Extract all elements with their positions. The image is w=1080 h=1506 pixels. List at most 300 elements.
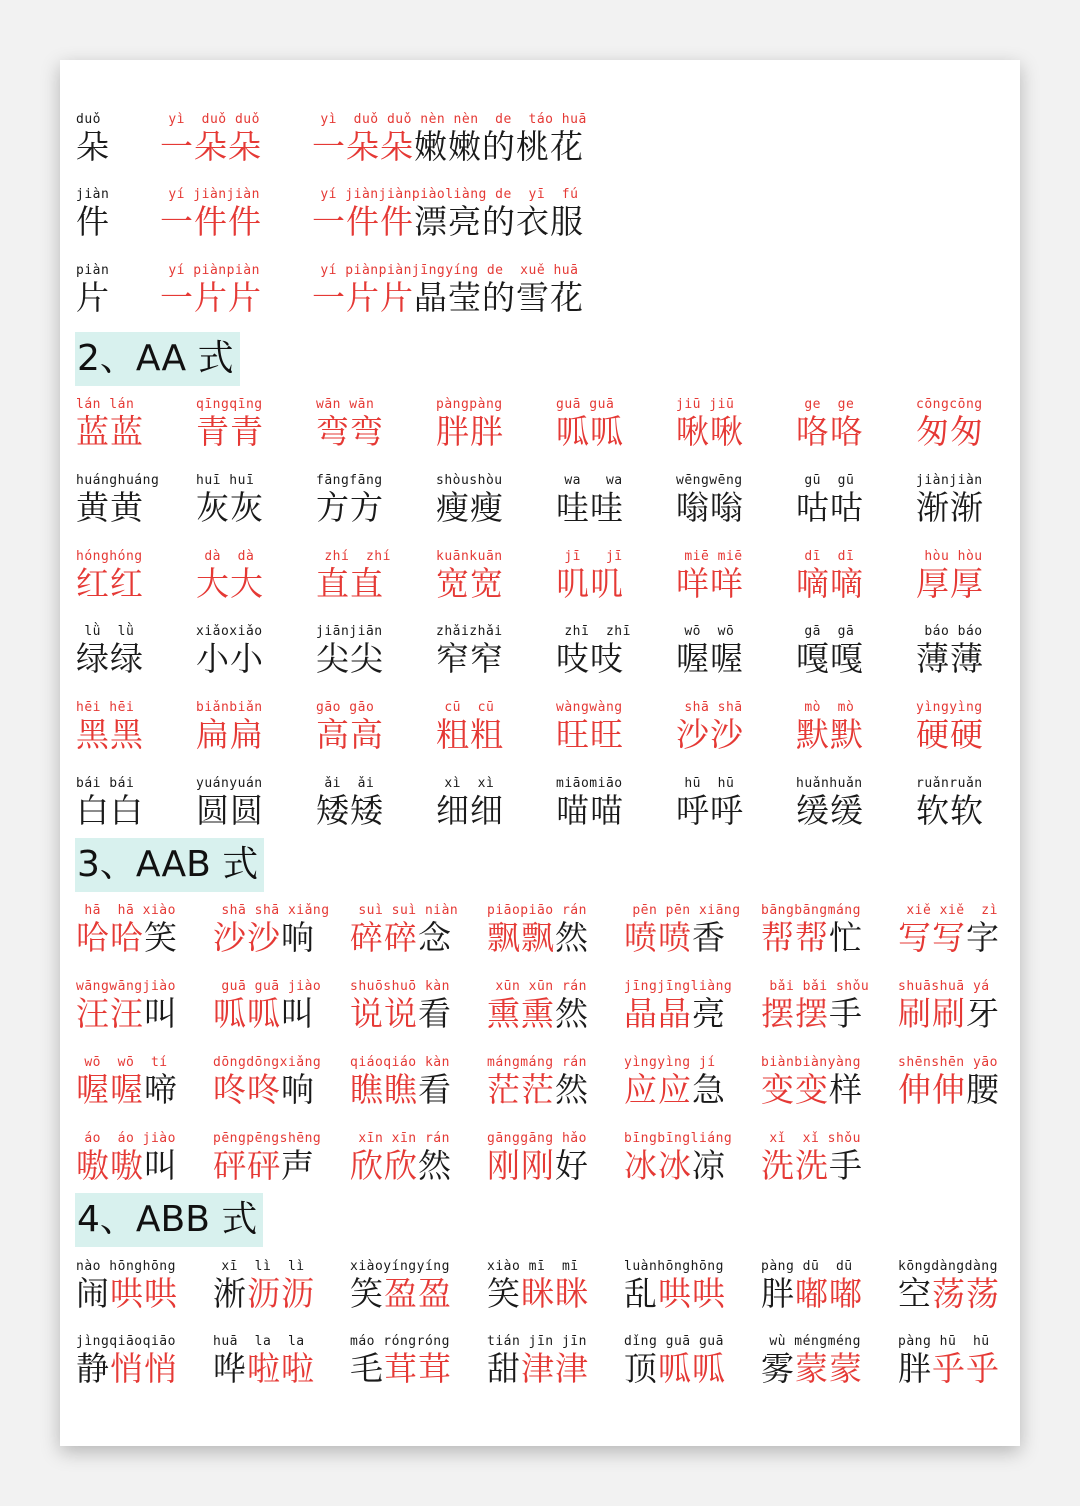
reduplicated-chars: 砰砰 [213,1146,281,1185]
pinyin: huǎnhuǎn [796,776,863,791]
base-chars: 雾 [761,1349,795,1388]
pinyin: báo báo [916,624,983,639]
base-chars: 样 [829,1070,863,1109]
hanzi-word [76,489,159,527]
base-chars: 片 [76,278,110,317]
hanzi-word [487,919,589,957]
word-entry [213,1131,321,1185]
word-entry [898,1259,1000,1313]
pinyin: miāomiāo [556,776,623,791]
word-entry [76,624,144,678]
reduplicated-chars: 呱呱 [556,412,624,451]
pinyin: kuānkuān [436,549,503,564]
base-chars: 顶 [624,1349,658,1388]
hanzi-word [761,1147,863,1185]
hanzi-word [213,1147,321,1185]
reduplicated-chars: 茸茸 [384,1349,452,1388]
reduplicated-chars: 应应 [624,1070,692,1109]
word-entry [487,1055,589,1109]
hanzi-word [213,1350,315,1388]
hanzi-word [796,640,864,678]
pinyin: pēngpēngshēng [213,1131,322,1146]
reduplicated-chars: 一朵朵 [312,127,414,166]
reduplicated-chars: 碎碎 [350,918,418,957]
word-entry [436,397,504,451]
pinyin: wàngwàng [556,700,623,715]
word-entry [556,473,624,527]
hanzi-word [196,413,264,451]
reduplicated-chars: 一件件 [160,202,262,241]
hanzi-word [676,565,744,603]
pinyin: pàngpàng [436,397,503,412]
word-entry [676,549,744,603]
word-entry [796,700,864,754]
reduplicated-chars: 青青 [196,412,264,451]
hanzi-word [76,995,178,1033]
word-entry [487,1259,589,1313]
reduplicated-chars: 沙沙 [213,918,281,957]
reduplicated-chars: 刚刚 [487,1146,555,1185]
hanzi-word [898,1350,1000,1388]
hanzi-word [761,1275,863,1313]
reduplicated-chars: 蓝蓝 [76,412,144,451]
hanzi-word [160,128,262,166]
pinyin: bāngbāngmáng [761,903,861,918]
reduplicated-chars: 呱呱 [213,994,281,1033]
pinyin: nào hōnghōng [76,1259,176,1274]
hanzi-word [436,565,504,603]
base-chars: 喔喔 [676,639,744,678]
base-chars: 胖 [761,1274,795,1313]
base-chars: 软软 [916,791,984,830]
hanzi-word [916,792,984,830]
base-chars: 笑 [350,1274,384,1313]
reduplicated-chars: 冰冰 [624,1146,692,1185]
pinyin: jiū jiū [676,397,735,412]
hanzi-word [487,1275,589,1313]
word-entry [160,187,262,241]
pinyin: gānggāng hǎo [487,1131,587,1146]
hanzi-word [761,919,863,957]
pinyin: cū cū [436,700,495,715]
pinyin: guā guā jiào [213,979,322,994]
word-entry [350,1055,452,1109]
reduplicated-chars: 欣欣 [350,1146,418,1185]
word-entry [556,624,631,678]
base-chars: 朵 [76,127,110,166]
word-entry [898,1334,1000,1388]
base-chars: 件 [76,202,110,241]
pinyin: hū hū [676,776,735,791]
base-chars: 笑 [487,1274,521,1313]
pinyin: hòu hòu [916,549,983,564]
word-entry [76,776,144,830]
base-chars: 啼 [144,1070,178,1109]
base-chars: 喵喵 [556,791,624,830]
pinyin: xiào mī mī [487,1259,579,1274]
hanzi-word [676,792,744,830]
hanzi-word [916,716,984,754]
word-entry [76,1131,178,1185]
hanzi-word [196,792,264,830]
word-entry [213,903,330,957]
base-chars: 白白 [76,791,144,830]
reduplicated-chars: 一件件 [312,202,414,241]
pinyin: jiànjiàn [916,473,983,488]
hanzi-word [76,203,110,241]
hanzi-word [487,1147,589,1185]
hanzi-word [312,279,584,317]
base-chars: 嫩嫩的桃花 [414,127,584,166]
pinyin: lǜ lǜ [76,624,135,639]
reduplicated-chars: 一片片 [312,278,414,317]
hanzi-word [436,716,504,754]
word-entry [436,473,504,527]
pinyin: piāopiāo rán [487,903,587,918]
reduplicated-chars: 喔喔 [76,1070,144,1109]
reduplicated-chars: 胖胖 [436,412,504,451]
pinyin: qiáoqiáo kàn [350,1055,450,1070]
hanzi-word [761,1350,863,1388]
word-entry [676,700,744,754]
hanzi-word [76,792,144,830]
hanzi-word [676,640,744,678]
hanzi-word [624,1275,726,1313]
pinyin: biǎnbiǎn [196,700,263,715]
hanzi-word [316,792,384,830]
pinyin: shā shā xiǎng [213,903,330,918]
hanzi-word [556,413,624,451]
reduplicated-chars: 伸伸 [898,1070,966,1109]
hanzi-word [160,279,262,317]
pinyin: xiàoyíngyíng [350,1259,450,1274]
pinyin: pēn pēn xiāng [624,903,741,918]
pinyin: xǐ xǐ shǒu [761,1131,861,1146]
reduplicated-chars: 喷喷 [624,918,692,957]
pinyin: wa wa [556,473,623,488]
pinyin: jī jī [556,549,623,564]
reduplicated-chars: 咩咩 [676,564,744,603]
reduplicated-chars: 洗洗 [761,1146,829,1185]
word-entry [350,903,458,957]
base-chars: 黄黄 [76,488,144,527]
word-entry [76,263,110,317]
hanzi-word [350,1147,452,1185]
hanzi-word [196,489,264,527]
base-chars: 瘦瘦 [436,488,504,527]
reduplicated-chars: 帮帮 [761,918,829,957]
hanzi-word [316,413,384,451]
pinyin: yí piànpiàn [160,263,260,278]
reduplicated-chars: 蒙蒙 [795,1349,863,1388]
word-entry [624,903,741,957]
word-entry [556,549,624,603]
hanzi-word [213,1071,321,1109]
pinyin: hā hā xiào [76,903,176,918]
hanzi-word [76,1147,178,1185]
hanzi-word [761,995,869,1033]
hanzi-word [196,640,264,678]
pinyin: lán lán [76,397,135,412]
hanzi-word [316,489,384,527]
pinyin: suì suì niàn [350,903,459,918]
base-chars: 笑 [144,918,178,957]
word-entry [76,397,144,451]
base-chars: 念 [418,918,452,957]
reduplicated-chars: 写写 [898,918,966,957]
base-chars: 甜 [487,1349,521,1388]
word-entry [556,776,624,830]
base-chars: 看 [418,994,452,1033]
base-chars: 腰 [966,1070,1000,1109]
word-entry [213,979,321,1033]
hanzi-word [436,489,504,527]
hanzi-word [316,565,391,603]
word-entry [76,473,159,527]
hanzi-word [898,995,1000,1033]
hanzi-word [76,640,144,678]
hanzi-word [436,640,504,678]
pinyin: fāngfāng [316,473,383,488]
word-entry [316,473,384,527]
base-chars: 然 [418,1146,452,1185]
word-entry [160,263,262,317]
base-chars: 香 [692,918,726,957]
base-chars: 空 [898,1274,932,1313]
base-chars: 闹 [76,1274,110,1313]
hanzi-word [676,413,744,451]
base-chars: 呼呼 [676,791,744,830]
word-entry [213,1259,315,1313]
reduplicated-chars: 茫茫 [487,1070,555,1109]
word-entry [350,1259,452,1313]
pinyin: bīngbīngliáng [624,1131,733,1146]
hanzi-word [796,489,864,527]
reduplicated-chars: 沙沙 [676,715,744,754]
reduplicated-chars: 眯眯 [521,1274,589,1313]
pinyin: wān wān [316,397,375,412]
reduplicated-chars: 悄悄 [110,1349,178,1388]
pinyin: huā la la [213,1334,305,1349]
pinyin: xiǎoxiǎo [196,624,263,639]
pinyin: tián jīn jīn [487,1334,587,1349]
pinyin: shā shā [676,700,743,715]
reduplicated-chars: 扁扁 [196,715,264,754]
hanzi-word [196,716,264,754]
hanzi-word [624,919,741,957]
pinyin: wāngwāngjiào [76,979,176,994]
hanzi-word [350,1071,452,1109]
word-entry [624,1055,726,1109]
reduplicated-chars: 熏熏 [487,994,555,1033]
pinyin: dà dà [196,549,255,564]
reduplicated-chars: 粗粗 [436,715,504,754]
pinyin: zhí zhí [316,549,391,564]
base-chars: 然 [555,994,589,1033]
pinyin: mángmáng rán [487,1055,587,1070]
reduplicated-chars: 津津 [521,1349,589,1388]
hanzi-word [76,279,110,317]
word-entry [436,776,504,830]
worksheet-page [60,60,1020,1446]
word-entry [350,979,452,1033]
word-entry [761,903,863,957]
pinyin: zhī zhī [556,624,631,639]
hanzi-word [213,995,321,1033]
word-entry [761,1131,863,1185]
hanzi-word [316,716,384,754]
base-chars: 响 [281,918,315,957]
word-entry [160,112,262,166]
pinyin: miē miē [676,549,743,564]
word-entry [76,187,110,241]
pinyin: jīngjīngliàng [624,979,733,994]
hanzi-word [76,1275,178,1313]
base-chars: 细细 [436,791,504,830]
pinyin: hēi hēi [76,700,135,715]
base-chars: 然 [555,918,589,957]
hanzi-word [898,1071,1000,1109]
word-entry [916,624,984,678]
word-entry [487,903,589,957]
base-chars: 小小 [196,639,264,678]
hanzi-word [796,565,864,603]
pinyin: jiānjiān [316,624,383,639]
pinyin: yìngyìng [916,700,983,715]
word-entry [796,776,864,830]
pinyin: xī lì lì [213,1259,305,1274]
pinyin: ǎi ǎi [316,776,375,791]
pinyin: biànbiànyàng [761,1055,861,1070]
pinyin: qīngqīng [196,397,263,412]
base-chars: 急 [692,1070,726,1109]
word-entry [76,1259,178,1313]
pinyin: jìngqiāoqiāo [76,1334,176,1349]
pinyin: shēnshēn yāo [898,1055,998,1070]
reduplicated-chars: 变变 [761,1070,829,1109]
hanzi-word [556,565,624,603]
base-chars: 手 [829,1146,863,1185]
reduplicated-chars: 旺旺 [556,715,624,754]
reduplicated-chars: 咚咚 [213,1070,281,1109]
hanzi-word [350,1350,452,1388]
pinyin: zhǎizhǎi [436,624,503,639]
word-entry [76,700,144,754]
reduplicated-chars: 硬硬 [916,715,984,754]
base-chars: 矮矮 [316,791,384,830]
hanzi-word [898,919,1000,957]
base-chars: 响 [281,1070,315,1109]
hanzi-word [196,565,264,603]
pinyin: dǐng guā guā [624,1334,724,1349]
hanzi-word [796,716,864,754]
word-entry [916,473,984,527]
base-chars: 字 [966,918,1000,957]
word-entry [676,473,744,527]
reduplicated-chars: 荡荡 [932,1274,1000,1313]
reduplicated-chars: 哄哄 [658,1274,726,1313]
pinyin: kōngdàngdàng [898,1259,998,1274]
hanzi-word [624,1071,726,1109]
hanzi-word [76,1350,178,1388]
pinyin: pàng dū dū [761,1259,853,1274]
word-entry [624,979,732,1033]
reduplicated-chars: 咯咯 [796,412,864,451]
word-entry [213,1055,321,1109]
reduplicated-chars: 呱呱 [658,1349,726,1388]
pinyin: yuányuán [196,776,263,791]
base-chars: 吱吱 [556,639,624,678]
hanzi-word [316,640,384,678]
reduplicated-chars: 飘飘 [487,918,555,957]
word-entry [487,979,589,1033]
reduplicated-chars: 汪汪 [76,994,144,1033]
base-chars: 毛 [350,1349,384,1388]
word-entry [761,1334,863,1388]
word-entry [487,1334,589,1388]
word-entry [316,397,384,451]
base-chars: 忙 [829,918,863,957]
base-chars: 圆圆 [196,791,264,830]
hanzi-word [213,919,330,957]
reduplicated-chars: 匆匆 [916,412,984,451]
word-entry [196,700,264,754]
word-entry [312,263,584,317]
pinyin: wō wō tí [76,1055,168,1070]
pinyin: xīn xīn rán [350,1131,450,1146]
hanzi-word [436,413,504,451]
hanzi-word [487,995,589,1033]
word-entry [76,1055,178,1109]
reduplicated-chars: 瞧瞧 [350,1070,418,1109]
reduplicated-chars: 说说 [350,994,418,1033]
hanzi-word [898,1275,1000,1313]
hanzi-word [556,716,624,754]
reduplicated-chars: 一朵朵 [160,127,262,166]
base-chars: 乱 [624,1274,658,1313]
hanzi-word [676,489,744,527]
hanzi-word [916,565,984,603]
base-chars: 绿绿 [76,639,144,678]
pinyin: yìngyìng jí [624,1055,716,1070]
hanzi-word [160,203,262,241]
pinyin: yí piànpiànjīngyíng de xuě huā [312,263,579,278]
reduplicated-chars: 刷刷 [898,994,966,1033]
word-entry [76,112,110,166]
base-chars: 渐渐 [916,488,984,527]
base-chars: 灰灰 [196,488,264,527]
hanzi-word [312,128,587,166]
pinyin: wō wō [676,624,735,639]
pinyin: yí jiànjiànpiàoliàng de yī fú [312,187,579,202]
hanzi-word [624,995,732,1033]
pinyin: gāo gāo [316,700,375,715]
reduplicated-chars: 晶晶 [624,994,692,1033]
reduplicated-chars: 啾啾 [676,412,744,451]
base-chars: 晶莹的雪花 [414,278,584,317]
pinyin: jiàn [76,187,110,202]
pinyin: piàn [76,263,110,278]
word-entry [316,700,384,754]
base-chars: 看 [418,1070,452,1109]
base-chars: 嘎嘎 [796,639,864,678]
word-entry [436,549,504,603]
pinyin: ruǎnruǎn [916,776,983,791]
pinyin: xiě xiě zì [898,903,998,918]
reduplicated-chars: 宽宽 [436,564,504,603]
pinyin: cōngcōng [916,397,983,412]
reduplicated-chars: 弯弯 [316,412,384,451]
